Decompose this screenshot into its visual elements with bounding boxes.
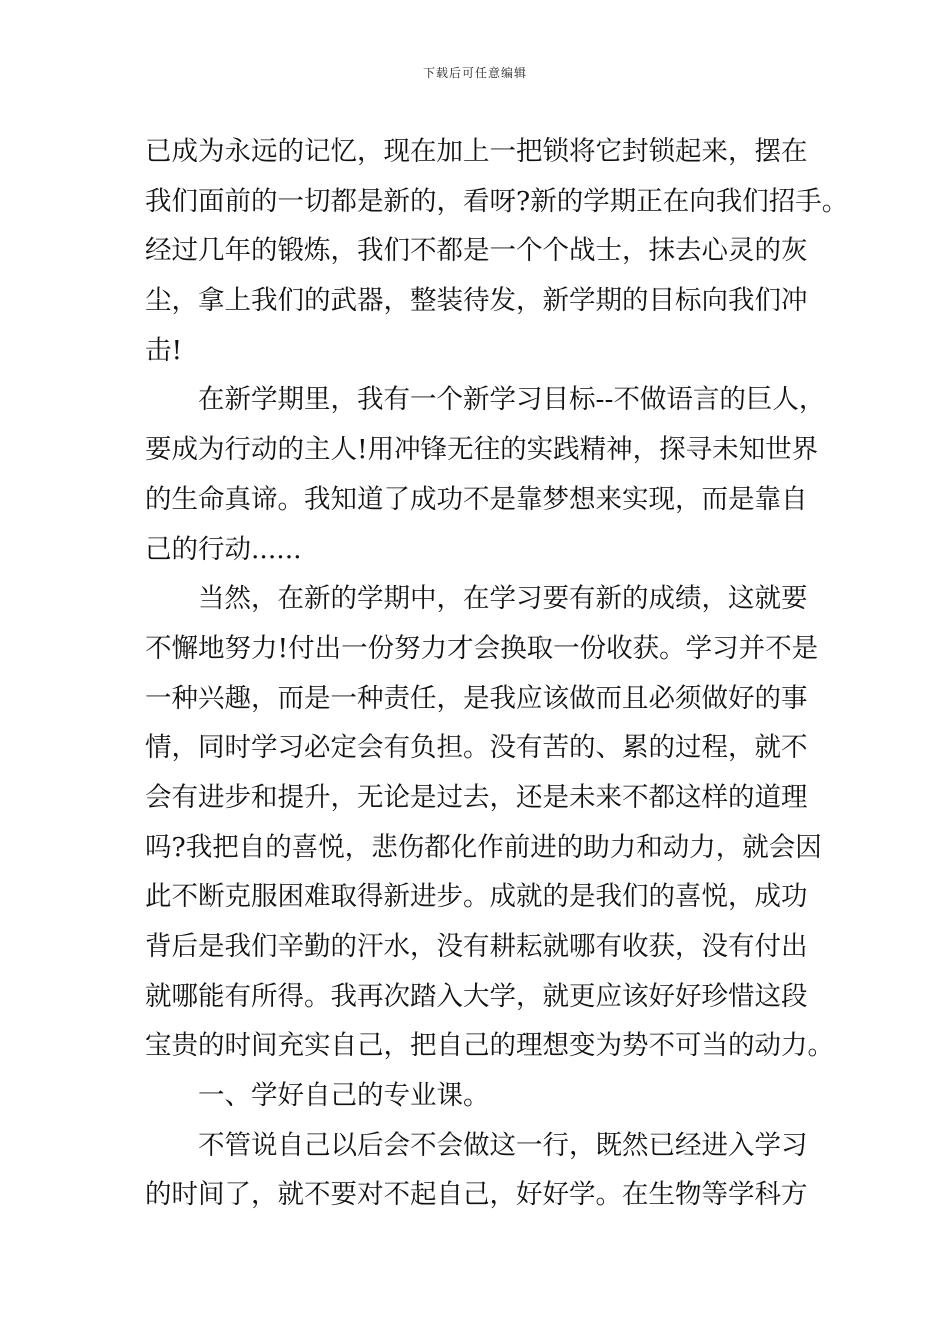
text-line: 宝贵的时间充实自己，把自己的理想变为势不可当的动力。 <box>145 1030 834 1062</box>
text-line: 已成为永远的记忆，现在加上一把锁将它封锁起来，摆在 <box>145 136 808 167</box>
text-line: 要成为行动的主人!用冲锋无往的实践精神，探寻未知世界 <box>145 434 819 466</box>
text-line: 的生命真谛。我知道了成功不是靠梦想来实现，而是靠自 <box>145 483 808 515</box>
text-line: 会有进步和提升，无论是过去，还是未来不都这样的道理 <box>145 781 808 813</box>
text-line: 当然，在新的学期中，在学习要有新的成绩，这就要 <box>198 583 808 615</box>
text-line: 的时间了，就不要对不起自己，好好学。在生物等学科方 <box>145 1179 808 1211</box>
text-line: 此不断克服困难取得新进步。成就的是我们的喜悦，成功 <box>145 881 808 913</box>
page-header-note: 下载后可任意编辑 <box>422 66 527 80</box>
text-line: 就哪能有所得。我再次踏入大学，就更应该好好珍惜这段 <box>145 980 808 1012</box>
document-body <box>145 127 849 1220</box>
text-line: 在新学期里，我有一个新学习目标--不做语言的巨人， <box>198 384 826 416</box>
text-line: 一、学好自己的专业课。 <box>198 1080 490 1112</box>
text-line: 己的行动...... <box>145 533 302 565</box>
text-line: 击! <box>145 334 183 366</box>
text-line: 吗?我把自的喜悦，悲伤都化作前进的助力和动力，就会因 <box>145 831 822 863</box>
text-line: 我们面前的一切都是新的，看呀?新的学期正在向我们招手。 <box>145 185 849 217</box>
text-line: 情，同时学习必定会有负担。没有苦的、累的过程，就不 <box>145 732 808 764</box>
text-line: 尘，拿上我们的武器，整装待发，新学期的目标向我们冲 <box>145 285 808 317</box>
text-line: 经过几年的锻炼，我们不都是一个个战士，抹去心灵的灰 <box>145 235 808 267</box>
text-line: 不懈地努力!付出一份努力才会换取一份收获。学习并不是 <box>145 632 819 664</box>
text-line: 不管说自己以后会不会做这一行，既然已经进入学习 <box>198 1129 808 1161</box>
text-line: 一种兴趣，而是一种责任，是我应该做而且必须做好的事 <box>145 682 808 714</box>
text-line: 背后是我们辛勤的汗水，没有耕耘就哪有收获，没有付出 <box>145 931 808 962</box>
